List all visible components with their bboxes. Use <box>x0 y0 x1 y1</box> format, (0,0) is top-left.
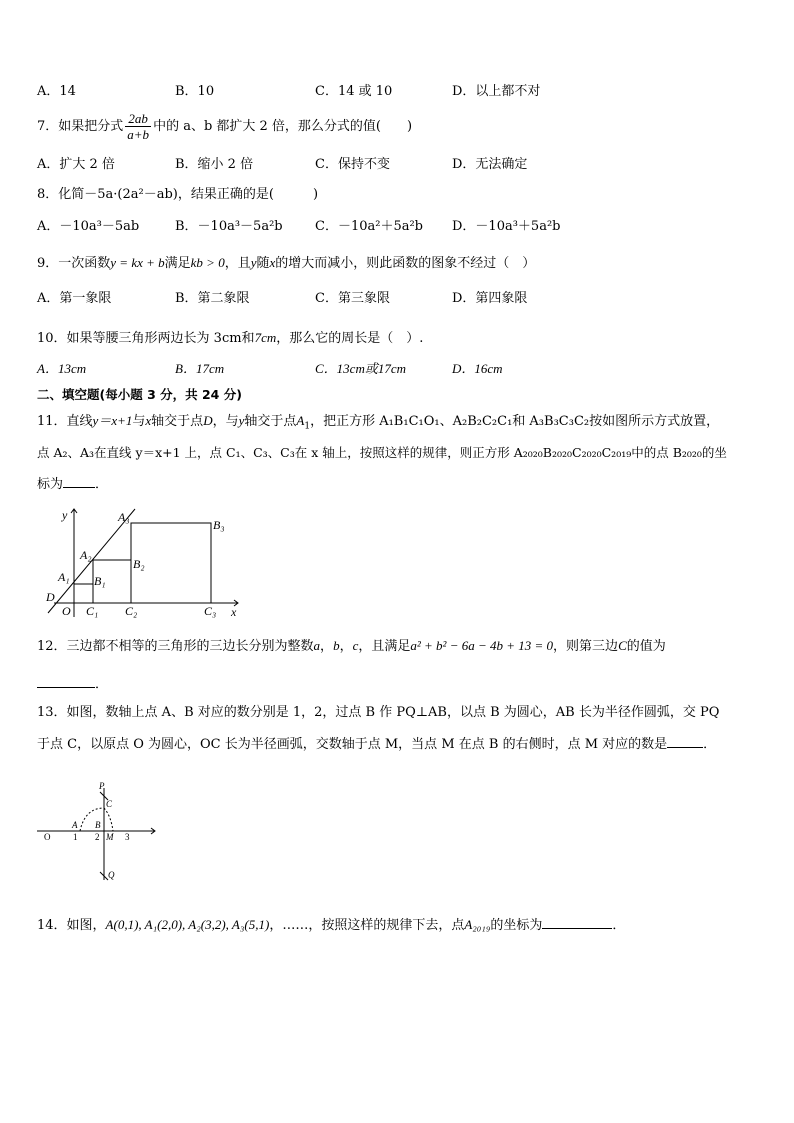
q11-text: 轴交于点 <box>244 414 297 429</box>
option-b: B．10 <box>175 84 215 99</box>
option-a: A．扩大 2 倍 <box>37 157 115 172</box>
label-3: 3 <box>125 832 130 842</box>
label-o: O <box>62 604 71 618</box>
q9-text: 的增大而减小，则此函数的图象不经过（ ） <box>275 256 536 271</box>
label-p: P <box>99 781 105 791</box>
q11-text: 标为 <box>37 477 64 492</box>
q9-text: 满足 <box>164 256 191 271</box>
question-9 <box>37 254 535 273</box>
option-d: D．无法确定 <box>452 157 528 172</box>
label-c: C <box>106 799 113 809</box>
answer-blank[interactable] <box>63 487 95 488</box>
label-x: x <box>231 605 237 619</box>
question-12-answer: ． <box>37 676 108 694</box>
option-d: D．第四象限 <box>452 291 528 306</box>
label-a3: A₃ <box>118 510 130 524</box>
q11-text: 轴交于点 <box>151 414 204 429</box>
subscript: 1 <box>304 421 311 432</box>
label-y: y <box>62 508 68 522</box>
label-c2: C₂ <box>125 604 138 618</box>
question-8: 8．化简－5a·(2a²－ab)，结果正确的是( ) <box>37 187 319 202</box>
q14-text: 14．如图， <box>37 918 106 933</box>
variable-a: a <box>313 638 321 653</box>
condition-expression: kb > 0 <box>190 255 225 270</box>
arc-cm <box>104 808 113 831</box>
variable-b: b <box>333 638 340 653</box>
label-a2: A₂ <box>80 548 92 562</box>
question-12: 12．三边都不相等的三角形的三边长分别为整数a，b，c，且满足a² + b² − 6a − 4b + 13 = 0，则第三边C的值为 <box>37 638 666 654</box>
label-b2: B₂ <box>133 557 145 571</box>
q11-text: ，把正方形 A₁B₁C₁O₁、A₂B₂C₂C₁和 A₃B₃C₃C₂按如图所示方式放置， <box>310 414 720 429</box>
variable-c: c <box>352 638 359 653</box>
answer-blank[interactable] <box>37 687 95 688</box>
option-b: B．第二象限 <box>175 291 250 306</box>
option-c: C．保持不变 <box>315 157 390 172</box>
q11-text: ，与 <box>212 414 239 429</box>
option-c: C．13cm或17cm <box>315 361 406 376</box>
variable-y: y <box>250 255 257 270</box>
question-13-line-1: 13．如图，数轴上点 A、B 对应的数分别是 1，2，过点 B 作 PQ⊥AB，以点 B 为圆心，AB 长为半径作圆弧，交 PQ <box>37 705 720 720</box>
length-expression: 7cm <box>254 330 277 345</box>
point-a: A <box>296 413 305 428</box>
label-2: 2 <box>95 832 100 842</box>
question-10 <box>37 329 423 348</box>
label-b1: B₁ <box>94 574 106 588</box>
equation: a² + b² − 6a − 4b + 13 = 0 <box>410 638 554 653</box>
variable-x: x <box>145 413 152 428</box>
label-a1: A₁ <box>58 570 70 584</box>
fraction-denominator: a+b <box>127 127 150 142</box>
function-expression: y = kx + b <box>110 255 165 270</box>
label-b3: B₃ <box>213 518 225 532</box>
q7-options <box>37 156 757 174</box>
q9-text: 随 <box>256 256 270 271</box>
question-11-line-2: 点 A₂、A₃在直线 y＝x+1 上，点 C₁、C₃、C₃在 x 轴上，按照这样的规律，则正方形 A₂₀₂₀B₂₀₂₀C₂₀₂₀C₂₀₁₉中的点 B₂₀₂₀的坐 <box>37 445 727 460</box>
label-m: M <box>106 832 114 842</box>
fraction-numerator: 2ab <box>125 111 151 127</box>
label-c3: C₃ <box>204 604 217 618</box>
option-a: A．13cm <box>37 361 87 376</box>
q12-text: ，且满足 <box>358 639 411 654</box>
label-d: D <box>46 590 55 604</box>
q9-text: 9．一次函数 <box>37 256 111 271</box>
option-a: A．第一象限 <box>37 291 112 306</box>
point-d: D <box>203 413 213 428</box>
option-b: B．－10a³－5a²b <box>175 219 283 234</box>
square-1 <box>74 584 93 603</box>
variable-y: y <box>238 413 245 428</box>
q11-text: 与 <box>132 414 146 429</box>
q11-text: 11．直线 <box>37 414 93 429</box>
variable-x: x <box>269 255 276 270</box>
fraction <box>125 111 151 142</box>
q14-text: 的坐标为 <box>490 918 543 933</box>
label-q: Q <box>108 870 115 880</box>
option-d: D．以上都不对 <box>452 84 541 99</box>
q7-suffix: 中的 a、b 都扩大 2 倍，那么分式的值( ) <box>153 119 413 134</box>
q9-options <box>37 290 757 308</box>
section-heading: 二、填空题(每小题 3 分，共 24 分) <box>37 387 242 402</box>
label-1: 1 <box>73 832 78 842</box>
option-b: B．17cm <box>175 361 225 376</box>
q12-text: 12．三边都不相等的三角形的三边长分别为整数 <box>37 639 314 654</box>
option-c: C．－10a²＋5a²b <box>315 219 424 234</box>
q7-prefix: 7．如果把分式 <box>37 119 124 134</box>
q12-text: 的值为 <box>626 639 666 654</box>
option-a: A．－10a³－5ab <box>37 219 140 234</box>
question-11-line-1 <box>37 412 719 431</box>
label-a: A <box>72 820 78 830</box>
number-line-figure <box>35 780 165 885</box>
label-origin: O <box>44 832 51 842</box>
variable-c-side: C <box>618 638 627 653</box>
q8-options <box>37 218 757 236</box>
q10-text: 10．如果等腰三角形两边长为 3cm和 <box>37 331 255 346</box>
answer-blank[interactable] <box>667 747 703 748</box>
point-list: A(0,1), A₁(2,0), A₂(3,2), A₃(5,1) <box>105 917 270 932</box>
target-point: A₂₀₁₉ <box>464 917 491 932</box>
question-14: 14．如图，A(0,1), A₁(2,0), A₂(3,2), A₃(5,1)，……，按照这样的规律下去，点A₂₀₁₉的坐标为 ． <box>37 917 626 933</box>
line-equation: y＝x+1 <box>92 413 133 428</box>
q10-options <box>37 360 757 378</box>
option-a: A．14 <box>37 84 76 99</box>
q14-text: ，……，按照这样的规律下去，点 <box>269 918 465 933</box>
question-11-line-3: 标为 ． <box>37 477 109 492</box>
question-13-line-2: 于点 C，以原点 O 为圆心，OC 长为半径画弧，交数轴于点 M，当点 M 在点 B 的右侧时，点 M 对应的数是 ． <box>37 737 717 752</box>
label-c1: C₁ <box>86 604 99 618</box>
q6-options <box>37 83 757 101</box>
question-7 <box>37 110 412 144</box>
option-c: C．14 或 10 <box>315 84 393 99</box>
q9-text: ，且 <box>224 256 251 271</box>
option-d: D．－10a³＋5a²b <box>452 219 561 234</box>
option-c: C．第三象限 <box>315 291 390 306</box>
q10-text: ，那么它的周长是（ ）. <box>276 331 424 346</box>
answer-blank[interactable] <box>542 928 612 929</box>
squares-figure <box>40 505 250 620</box>
option-b: B．缩小 2 倍 <box>175 157 254 172</box>
label-b: B <box>95 820 101 830</box>
q12-text: ，则第三边 <box>553 639 619 654</box>
q13-text: 于点 C，以原点 O 为圆心，OC 长为半径画弧，交数轴于点 M，当点 M 在点 B 的右侧时，点 M 对应的数是 <box>37 737 668 752</box>
option-d: D．16cm <box>452 361 503 376</box>
